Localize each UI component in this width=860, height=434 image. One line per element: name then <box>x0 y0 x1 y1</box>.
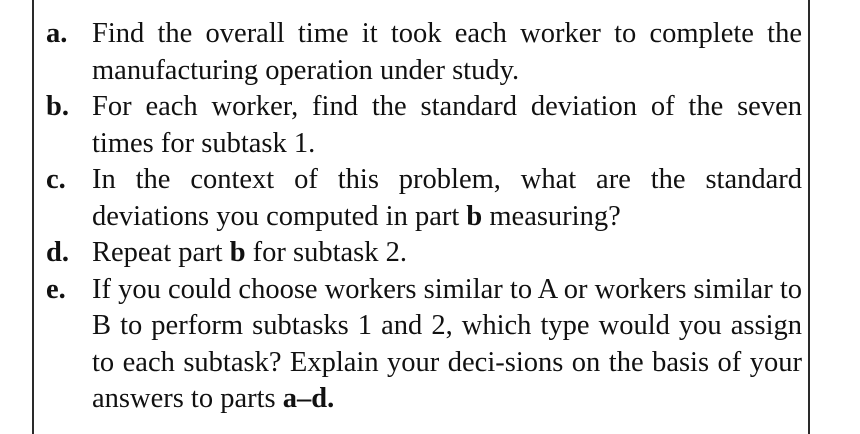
item-marker: a. <box>46 18 68 49</box>
item-text: In the context of this problem, what are the standard deviations you computed in part b measuring? <box>92 164 802 232</box>
exercise-item-e <box>46 272 802 418</box>
exercise-item-a <box>46 16 802 89</box>
part-reference: b <box>229 237 246 268</box>
exercise-item-b <box>46 89 802 162</box>
exercise-item-c <box>46 162 802 235</box>
item-text: Repeat part b for subtask 2. <box>92 237 408 268</box>
item-text: Find the overall time it took each worker to complete the manufacturing operation under study. <box>92 18 802 86</box>
item-marker: b. <box>46 91 69 122</box>
part-reference: a–d. <box>282 383 335 414</box>
exercise-list <box>46 16 802 418</box>
item-text: For each worker, find the standard deviation of the seven times for subtask 1. <box>92 91 802 159</box>
item-marker: e. <box>46 273 66 305</box>
part-reference: b <box>466 200 483 232</box>
exercise-item-d <box>46 235 802 272</box>
item-text: If you could choose workers similar to A or workers similar to B to perform subtasks 1 and 2, which type would you assign to each subtask? Explain your deci-sions on the basis of your answers to parts a–d. <box>92 273 802 414</box>
item-marker: d. <box>46 237 69 268</box>
item-marker: c. <box>46 164 66 195</box>
